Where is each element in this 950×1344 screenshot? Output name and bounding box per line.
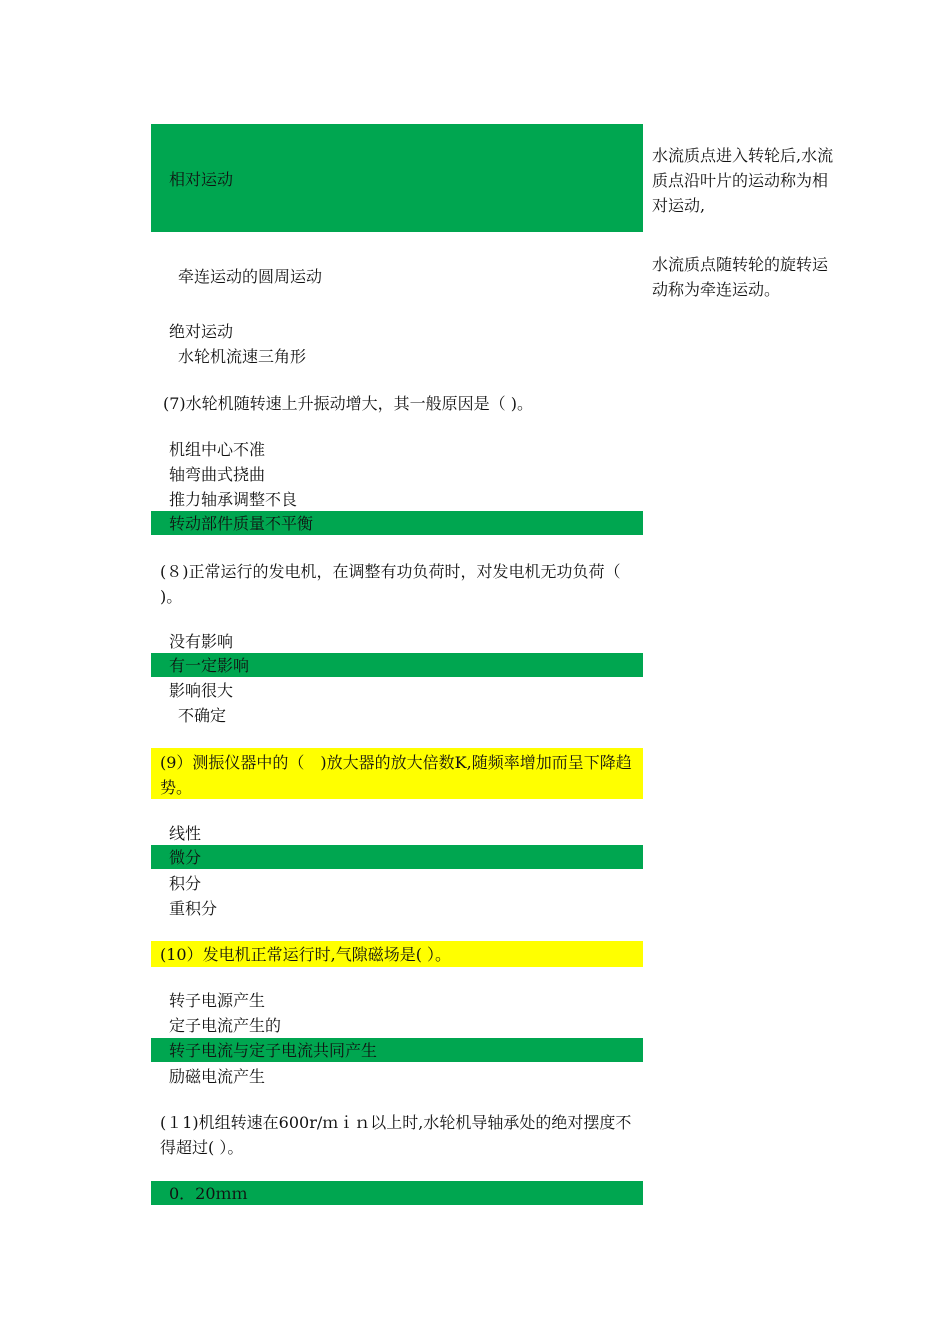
q7-option-c: 推力轴承调整不良: [169, 490, 298, 509]
margin-note-convected: 水流质点随转轮的旋转运动称为牵连运动。: [652, 255, 829, 299]
q10-option-c: 转子电流与定子电流共同产生: [169, 1041, 378, 1060]
q9-option-a: 线性: [169, 824, 202, 843]
q8-option-a: 没有影响: [169, 632, 234, 651]
answer-highlight: [151, 845, 643, 869]
q7-option-a: 机组中心不准: [169, 440, 266, 459]
option-velocity-triangle: 水轮机流速三角形: [178, 347, 307, 366]
q8-option-b: 有一定影响: [169, 656, 250, 675]
q9-option-b: 微分: [169, 848, 202, 867]
q10-option-b: 定子电流产生的: [169, 1016, 282, 1035]
option-absolute-motion: 绝对运动: [169, 322, 234, 341]
q9-option-d: 重积分: [169, 899, 218, 918]
q11-option-a: 0．20ｍｍ: [169, 1184, 248, 1203]
option-convected-circular-motion: 牵连运动的圆周运动: [178, 267, 323, 286]
q10-option-d: 励磁电流产生: [169, 1067, 266, 1086]
q8-option-c: 影响很大: [169, 681, 234, 700]
question-8: (８)正常运行的发电机，在调整有功负荷时，对发电机无功负荷（ )。: [160, 562, 642, 606]
question-10: (10）发电机正常运行时,气隙磁场是( ）。: [160, 945, 452, 964]
margin-note-relative: 水流质点进入转轮后,水流质点沿叶片的运动称为相对运动,: [652, 146, 834, 215]
question-7: (7)水轮机随转速上升振动增大，其一般原因是（ )。: [163, 394, 533, 413]
q7-option-d: 转动部件质量不平衡: [169, 514, 314, 533]
q7-option-b: 轴弯曲式挠曲: [169, 465, 266, 484]
q9-option-c: 积分: [169, 874, 202, 893]
question-9: (9）测振仪器中的（ )放大器的放大倍数K,随频率增加而呈下降趋势。: [160, 753, 632, 797]
question-11: (１1)机组转速在600r/ｍｉｎ以上时,水轮机导轴承处的绝对摆度不得超过( ）。: [160, 1113, 632, 1157]
q10-option-a: 转子电源产生: [169, 991, 266, 1010]
q8-option-d: 不确定: [178, 706, 227, 725]
option-relative-motion: 相对运动: [169, 170, 234, 189]
